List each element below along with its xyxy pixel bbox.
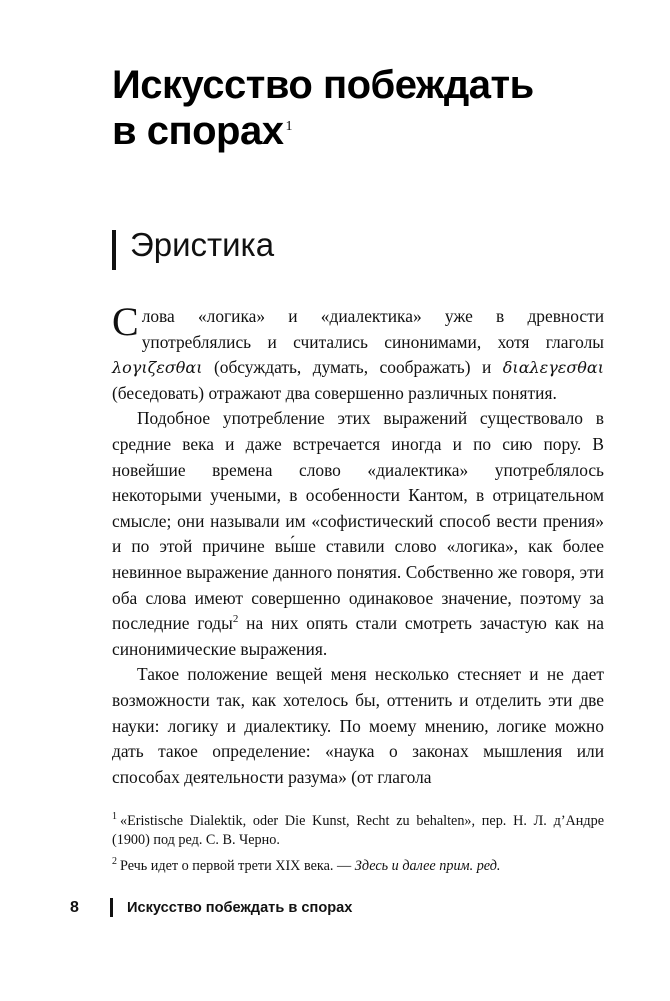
- greek-term-1: λογιζεσθαι: [112, 358, 203, 378]
- footnote-2-attribution: Здесь и далее прим. ред.: [354, 858, 501, 874]
- title-line-2: [112, 108, 604, 154]
- heading-rule: [112, 230, 116, 270]
- footnote-1-marker: 1: [112, 811, 117, 823]
- paragraph-1: [112, 299, 604, 406]
- body-text: [112, 299, 605, 790]
- footnote-1-text: «Eristische Dialektik, oder Die Kunst, Recht zu behalten», пер. Н. Л. д’Андре (1900) под ред. С. В. Черно.: [112, 813, 604, 848]
- footnote-2-text: Речь идет о первой трети XIX века. —: [120, 858, 355, 874]
- title-line-2-text: в спорах: [112, 109, 284, 153]
- footnote-ref-2: 2: [232, 613, 239, 626]
- page-number: 8: [70, 898, 79, 916]
- foot-rule: [110, 898, 113, 917]
- title-line-1: Искусство побеждать: [112, 63, 534, 107]
- paragraph-1-text: лова «логика» и «диалектика» уже в древности употреблялись и считались синонимами, хотя глаголы λογιζεσθαι (обсуждать, думать, соображать) и διαλεγεσθαι (беседовать) отражают два совершенно различных понятия.: [112, 306, 604, 403]
- title-footnote-marker: 1: [285, 118, 292, 134]
- running-title: Искусство побеждать в спорах: [127, 899, 353, 916]
- section-heading-label: Эристика: [130, 226, 275, 263]
- footnote-2-marker: 2: [112, 856, 117, 868]
- footnote-2: [112, 857, 604, 876]
- drop-cap: С: [112, 299, 139, 344]
- footnote-1: [112, 812, 604, 850]
- page-title: [112, 62, 604, 154]
- section-heading: [112, 226, 604, 270]
- greek-term-2: διαλεγεσθαι: [502, 358, 604, 378]
- footnotes: [112, 812, 604, 883]
- title-block: [112, 0, 604, 154]
- paragraph-3: Такое положение вещей меня несколько стесняет и не дает возможности так, как хотелось бы, оттенить и отделить эти две науки: логику и диалектику. По моему мнению, логике можно дать такое определение: «наука о законах мышления или способах деятельности разума» (от глагола: [112, 664, 604, 787]
- paragraph-2: Подобное употребление этих выражений существовало в средние века и даже встречается иногда и по сию пору. В новейшие времена слово «диалектика» употреблялось некоторыми учеными, в особенности Кантом, в отрицательном смысле; они называли им «софистический способ вести прения» и по этой причине вы́ше ставили слово «логика», как более невинное выражение данного понятия. Собственно же говоря, эти оба слова имеют совершенно одинаковое значение, поэтому за последние годы$^2$ на них опять стали смотреть зачастую как на синонимические выражения.: [112, 408, 605, 659]
- running-foot: [70, 898, 352, 917]
